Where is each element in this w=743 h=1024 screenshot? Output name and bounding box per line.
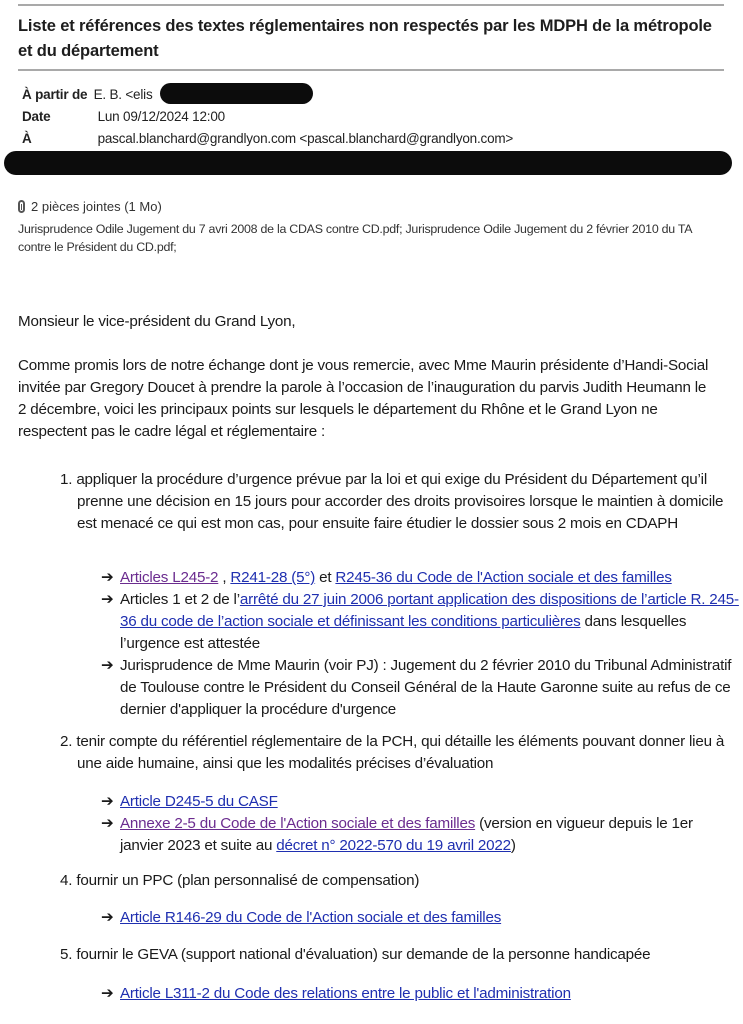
arrow-icon: ➔ xyxy=(101,569,114,586)
list-item-1 xyxy=(60,469,737,535)
greeting: Monsieur le vice-président du Grand Lyon, xyxy=(18,313,296,330)
arrow-icon: ➔ xyxy=(101,985,114,1002)
arrow-icon: ➔ xyxy=(101,909,114,926)
arrow-icon: ➔ xyxy=(101,657,114,674)
list-item-2 xyxy=(60,731,737,775)
arrow-icon: ➔ xyxy=(101,793,114,810)
arrow-icon: ➔ xyxy=(101,815,114,832)
item-number: 4. xyxy=(60,872,73,889)
ref-suffix: ) xyxy=(510,837,516,854)
ref-item-4-1 xyxy=(101,907,740,929)
ref-middle: (version en vigueur depuis le 1er janvier 2023 et suite au xyxy=(120,815,693,854)
separator: et xyxy=(315,569,336,586)
item-text: tenir compte du référentiel réglementaire de la PCH, qui détaille les éléments pouvant donner lieu à une aide humaine, ainsi que les modalités précises d’évaluation xyxy=(76,733,725,772)
link-r241-28[interactable]: R241-28 (5°) xyxy=(230,569,316,586)
header-date xyxy=(22,108,225,126)
item-text: fournir le GEVA (support national d'évaluation) sur demande de la personne handicapée xyxy=(76,946,651,963)
date-value: Lun 09/12/2024 12:00 xyxy=(97,109,225,124)
subject-divider xyxy=(18,69,724,71)
link-article-d245-5[interactable]: Article D245-5 du CASF xyxy=(120,793,278,810)
link-r245-36[interactable]: R245-36 du Code de l'Action sociale et des familles xyxy=(335,569,672,586)
ref-suffix: dans lesquelles l’urgence est attestée xyxy=(120,613,687,652)
ref-item-5-1 xyxy=(101,983,740,1005)
list-item-4 xyxy=(60,870,737,892)
ref-item-1-2 xyxy=(101,589,740,655)
from-label: À partir de xyxy=(22,87,88,102)
attachments-summary[interactable] xyxy=(18,199,162,214)
ref-item-1-3 xyxy=(101,655,740,721)
link-article-r146-29[interactable]: Article R146-29 du Code de l'Action sociale et des familles xyxy=(120,909,502,926)
ref-item-2-1 xyxy=(101,791,740,813)
item-text: appliquer la procédure d’urgence prévue par la loi et qui exige du Président du Département qu’il prenne une décision en 15 jours pour accorder des droits provisoires lorsque le maintien à domicile est menacé ce qui est mon cas, pour ensuite faire étudier le dossier sous 2 mois en CDAPH xyxy=(76,471,724,532)
redaction-bar-cc xyxy=(4,151,732,175)
link-arrete-27-juin-2006[interactable]: arrêté du 27 juin 2006 portant application des dispositions de l’article R. 245-36 du code de l’action sociale et définissant les conditions particulières xyxy=(120,591,739,630)
ref-text: Jurisprudence de Mme Maurin (voir PJ) : Jugement du 2 février 2010 du Tribunal Administratif de Toulouse contre le Président du Conseil Général de la Haute Garonne suite au refus de ce dernier d'appliquer la procédure d'urgence xyxy=(120,657,732,718)
link-annexe-2-5[interactable]: Annexe 2-5 du Code de l'Action sociale et des familles xyxy=(120,815,476,832)
ref-prefix: Articles 1 et 2 de l’ xyxy=(120,591,240,608)
link-decret-2022-570[interactable]: décret n° 2022-570 du 19 avril 2022 xyxy=(276,837,511,854)
header-from xyxy=(22,86,153,104)
email-subject: Liste et références des textes réglementaires non respectés par les MDPH de la métropole et du département xyxy=(18,17,712,60)
link-articles-l245-2[interactable]: Articles L245-2 xyxy=(120,569,219,586)
item-text: fournir un PPC (plan personnalisé de compensation) xyxy=(76,872,420,889)
ref-item-2-2 xyxy=(101,813,740,857)
attachment-files[interactable]: Jurisprudence Odile Jugement du 7 avri 2008 de la CDAS contre CD.pdf; Jurisprudence Odile Jugement du 2 février 2010 du TA contre le Président du CD.pdf; xyxy=(18,222,692,254)
item-number: 5. xyxy=(60,946,73,963)
paperclip-icon xyxy=(18,200,25,213)
to-label: À xyxy=(22,131,32,146)
ref-item-1-1 xyxy=(101,567,740,589)
header-to xyxy=(22,130,513,148)
attachments-count: 2 pièces jointes (1 Mo) xyxy=(31,199,162,214)
item-number: 2. xyxy=(60,733,73,750)
separator: , xyxy=(218,569,231,586)
from-value[interactable]: E. B. <elis xyxy=(93,87,153,102)
list-item-5 xyxy=(60,944,737,966)
top-divider xyxy=(18,4,724,6)
redaction-bar-sender xyxy=(160,83,313,104)
intro-paragraph: Comme promis lors de notre échange dont je vous remercie, avec Mme Maurin présidente d’Handi-Social invitée par Gregory Doucet à prendre la parole à l’occasion de l’inauguration du parvis Judith Heumann le 2 décembre, voici les principaux points sur lesquels le département du Rhône et le Grand Lyon ne respectent pas le cadre légal et réglementaire : xyxy=(18,357,709,440)
to-value[interactable]: pascal.blanchard@grandlyon.com <pascal.blanchard@grandlyon.com> xyxy=(97,131,514,146)
arrow-icon: ➔ xyxy=(101,591,114,608)
item-number: 1. xyxy=(60,471,73,488)
link-article-l311-2[interactable]: Article L311-2 du Code des relations entre le public et l'administration xyxy=(120,985,571,1002)
date-label: Date xyxy=(22,109,51,124)
